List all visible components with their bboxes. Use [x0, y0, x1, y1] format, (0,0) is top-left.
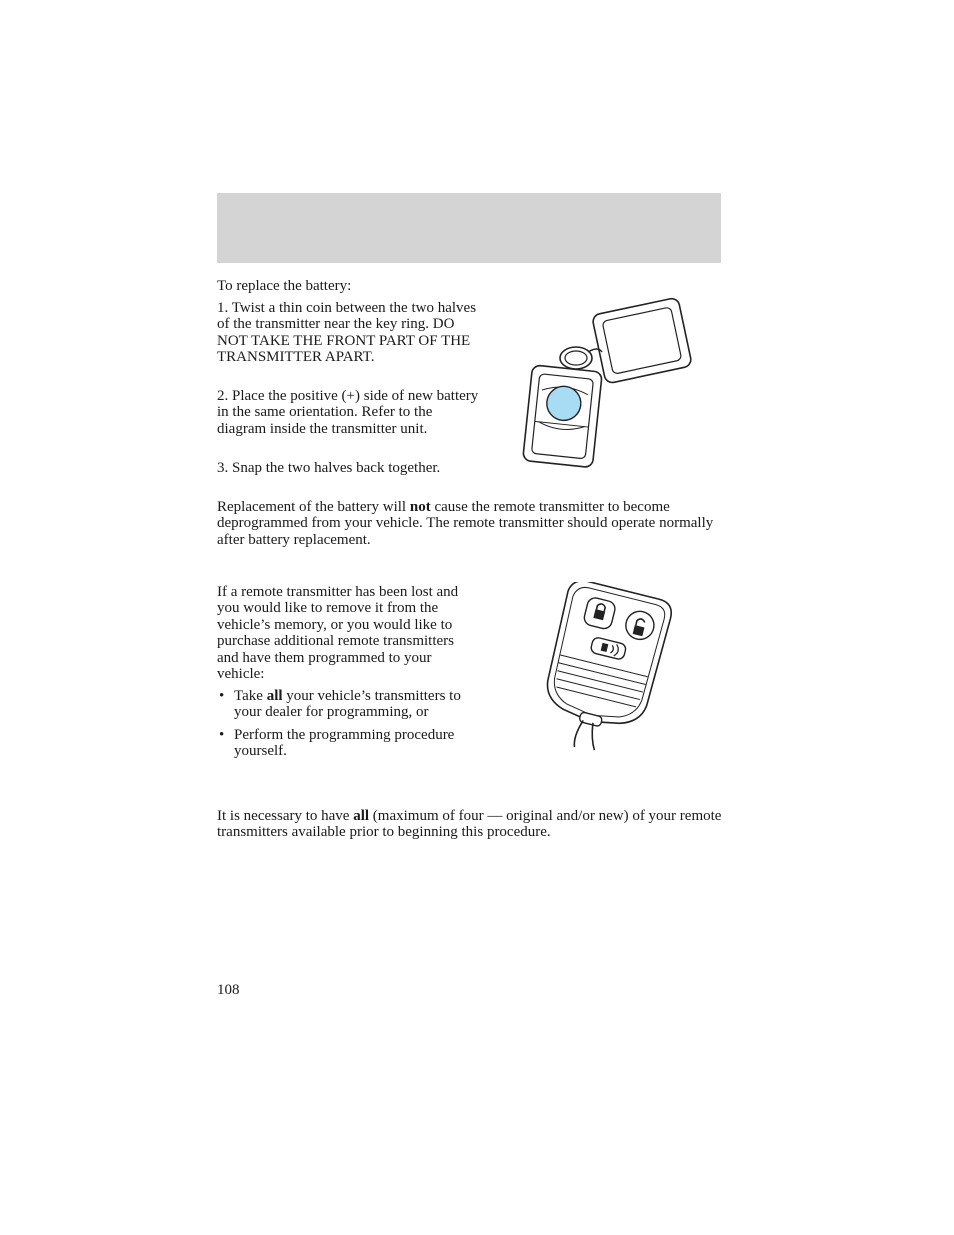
programming-intro: If a remote transmitter has been lost and you would like to remove it from the vehicle’s memory, or you would like to purchase additional remote transmitters and have them programmed to your vehicle: — [217, 584, 459, 683]
list-item — [217, 727, 479, 760]
necessary-before: It is necessary to have — [217, 808, 354, 824]
necessary-bold: all — [353, 808, 370, 824]
opened-transmitter-with-battery-icon — [510, 296, 700, 471]
bullet1-after: your vehicle’s transmitters to your dealer for programming, or — [234, 688, 461, 721]
bullet1-before: Take — [234, 688, 267, 704]
list-item — [217, 688, 479, 721]
bullet1-bold: all — [266, 688, 283, 704]
note-before: Replacement of the battery will — [217, 499, 410, 515]
note-after: cause the remote transmitter to become deprogrammed from your vehicle. The remote transmitter should operate normally after battery replacement. — [217, 499, 714, 548]
battery-step-2: 2. Place the positive (+) side of new battery in the same orientation. Refer to the diagram inside the transmitter unit. — [217, 388, 479, 437]
battery-replacement-note — [217, 499, 727, 548]
all-transmitters-note — [217, 808, 727, 841]
page-number: 108 — [217, 982, 240, 998]
note-bold: not — [409, 499, 431, 515]
bullet-symbol: • — [219, 726, 225, 743]
battery-intro: To replace the battery: — [217, 278, 352, 294]
bullet-symbol: • — [219, 688, 225, 704]
battery-step-1: 1. Twist a thin coin between the two halves of the transmitter near the key ring. DO NOT TAKE THE FRONT PART OF THE TRANSMITTER APART. — [217, 300, 477, 366]
battery-step-3: 3. Snap the two halves back together. — [217, 460, 441, 476]
section-header-band — [217, 193, 721, 263]
necessary-after: (maximum of four — original and/or new) of your remote transmitters available prior to beginning this procedure. — [217, 808, 722, 841]
programming-options-list — [217, 688, 479, 766]
bullet2-text: Perform the programming procedure yourself. — [234, 726, 455, 760]
keyless-remote-transmitter-icon — [530, 582, 680, 754]
